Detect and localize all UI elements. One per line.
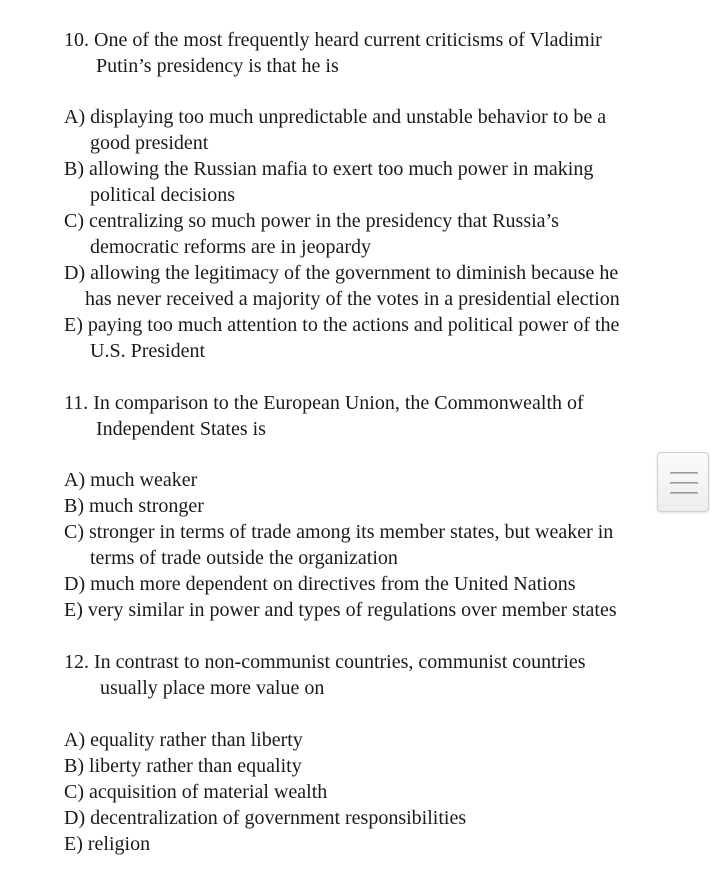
question-stem-line: usually place more value on [100,677,325,699]
option-c: C) centralizing so much power in the presidency that Russia’s [64,210,559,232]
option-a: A) much weaker [64,469,198,491]
question-stem-line: Putin’s presidency is that he is [96,55,339,77]
option-e-continued: U.S. President [90,340,205,362]
question-stem-line: 11. In comparison to the European Union, the Commonwealth of [64,392,584,414]
option-c: C) acquisition of material wealth [64,781,328,803]
option-d-continued: has never received a majority of the votes in a presidential election [85,288,620,310]
option-a: A) displaying too much unpredictable and unstable behavior to be a [64,106,607,128]
option-d: D) decentralization of government responsibilities [64,807,467,829]
hamburger-menu-icon [670,469,698,497]
option-c-continued: democratic reforms are in jeopardy [90,236,371,258]
option-e: E) religion [64,833,151,855]
option-c: C) stronger in terms of trade among its member states, but weaker in [64,521,614,543]
option-b: B) much stronger [64,495,204,517]
option-e: E) paying too much attention to the actions and political power of the [64,314,620,336]
question-stem-line: 12. In contrast to non-communist countries, communist countries [64,651,586,673]
question-stem-line: 10. One of the most frequently heard current criticisms of Vladimir [64,29,602,51]
option-a: A) equality rather than liberty [64,729,303,751]
menu-button[interactable] [657,452,709,512]
question-stem-line: Independent States is [96,418,266,440]
option-d: D) much more dependent on directives from the United Nations [64,573,576,595]
option-b: B) allowing the Russian mafia to exert too much power in making [64,158,594,180]
option-d: D) allowing the legitimacy of the government to diminish because he [64,262,619,284]
option-c-continued: terms of trade outside the organization [90,547,398,569]
option-b: B) liberty rather than equality [64,755,302,777]
option-e: E) very similar in power and types of regulations over member states [64,599,617,621]
option-b-continued: political decisions [90,184,235,206]
option-a-continued: good president [90,132,209,154]
